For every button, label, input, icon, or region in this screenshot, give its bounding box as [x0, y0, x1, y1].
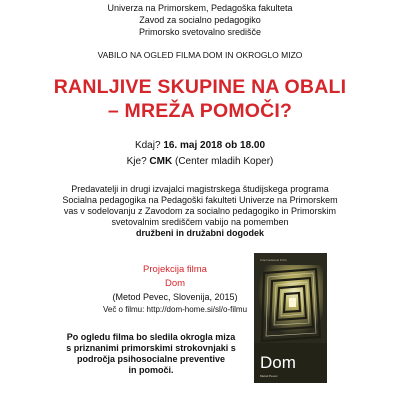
- header-center: Primorsko svetovalno središče: [138, 27, 262, 37]
- film-poster: [254, 253, 327, 383]
- followup-line2: s priznanimi primorskimi strokovnjaki s: [66, 343, 236, 353]
- event-title-line1: RANLJIVE SKUPINE NA OBALI: [53, 76, 347, 98]
- film-name: Dom: [164, 278, 186, 289]
- poster-director: Metod Pevec: [260, 374, 278, 378]
- description-line1: Predavatelji in drugi izvajalci magistrskega študijskega programa: [71, 184, 329, 194]
- film-more-info: Več o filmu: http://dom-home.si/sl/o-filmu: [102, 305, 248, 314]
- description-line4: svetovalnim središčem vabijo na pomemben: [111, 217, 289, 227]
- where-venue-full: (Center mladih Koper): [174, 156, 274, 167]
- followup-line1: Po ogledu filma bo sledila okrogla miza: [66, 332, 236, 342]
- film-credit: (Metod Pevec, Slovenija, 2015): [112, 292, 238, 302]
- followup-line4: in pomoči.: [128, 365, 174, 375]
- where-venue: CMK: [149, 156, 173, 167]
- film-heading: Projekcija filma: [143, 264, 207, 275]
- description-line2: Socialna pedagogika na Pedagoški fakulteti Univerze na Primorskem: [62, 195, 338, 205]
- where-label: Kje?: [126, 156, 147, 167]
- event-when: [0, 141, 400, 151]
- when-value: 16. maj 2018 ob 18.00: [163, 140, 266, 151]
- description-line5: družbeni in družabni dogodek: [136, 228, 264, 238]
- header-university: Univerza na Primorskem, Pedagoška fakulteta: [107, 3, 293, 13]
- poster-tagline: International Film: [260, 258, 287, 262]
- description-line3: vas v sodelovanju z Zavodom za socialno pedagogiko in Primorskim: [63, 206, 337, 216]
- invitation-line: VABILO NA OGLED FILMA DOM IN OKROGLO MIZO: [97, 50, 303, 60]
- event-title-line2: – MREŽA POMOČI?: [107, 100, 293, 122]
- when-label: Kdaj?: [134, 140, 161, 151]
- event-where: [0, 157, 400, 167]
- header-institute: Zavod za socialno pedagogiko: [139, 15, 261, 25]
- followup-line3: področja psihosocialne preventive: [76, 354, 226, 364]
- poster-title: Dom: [260, 353, 296, 372]
